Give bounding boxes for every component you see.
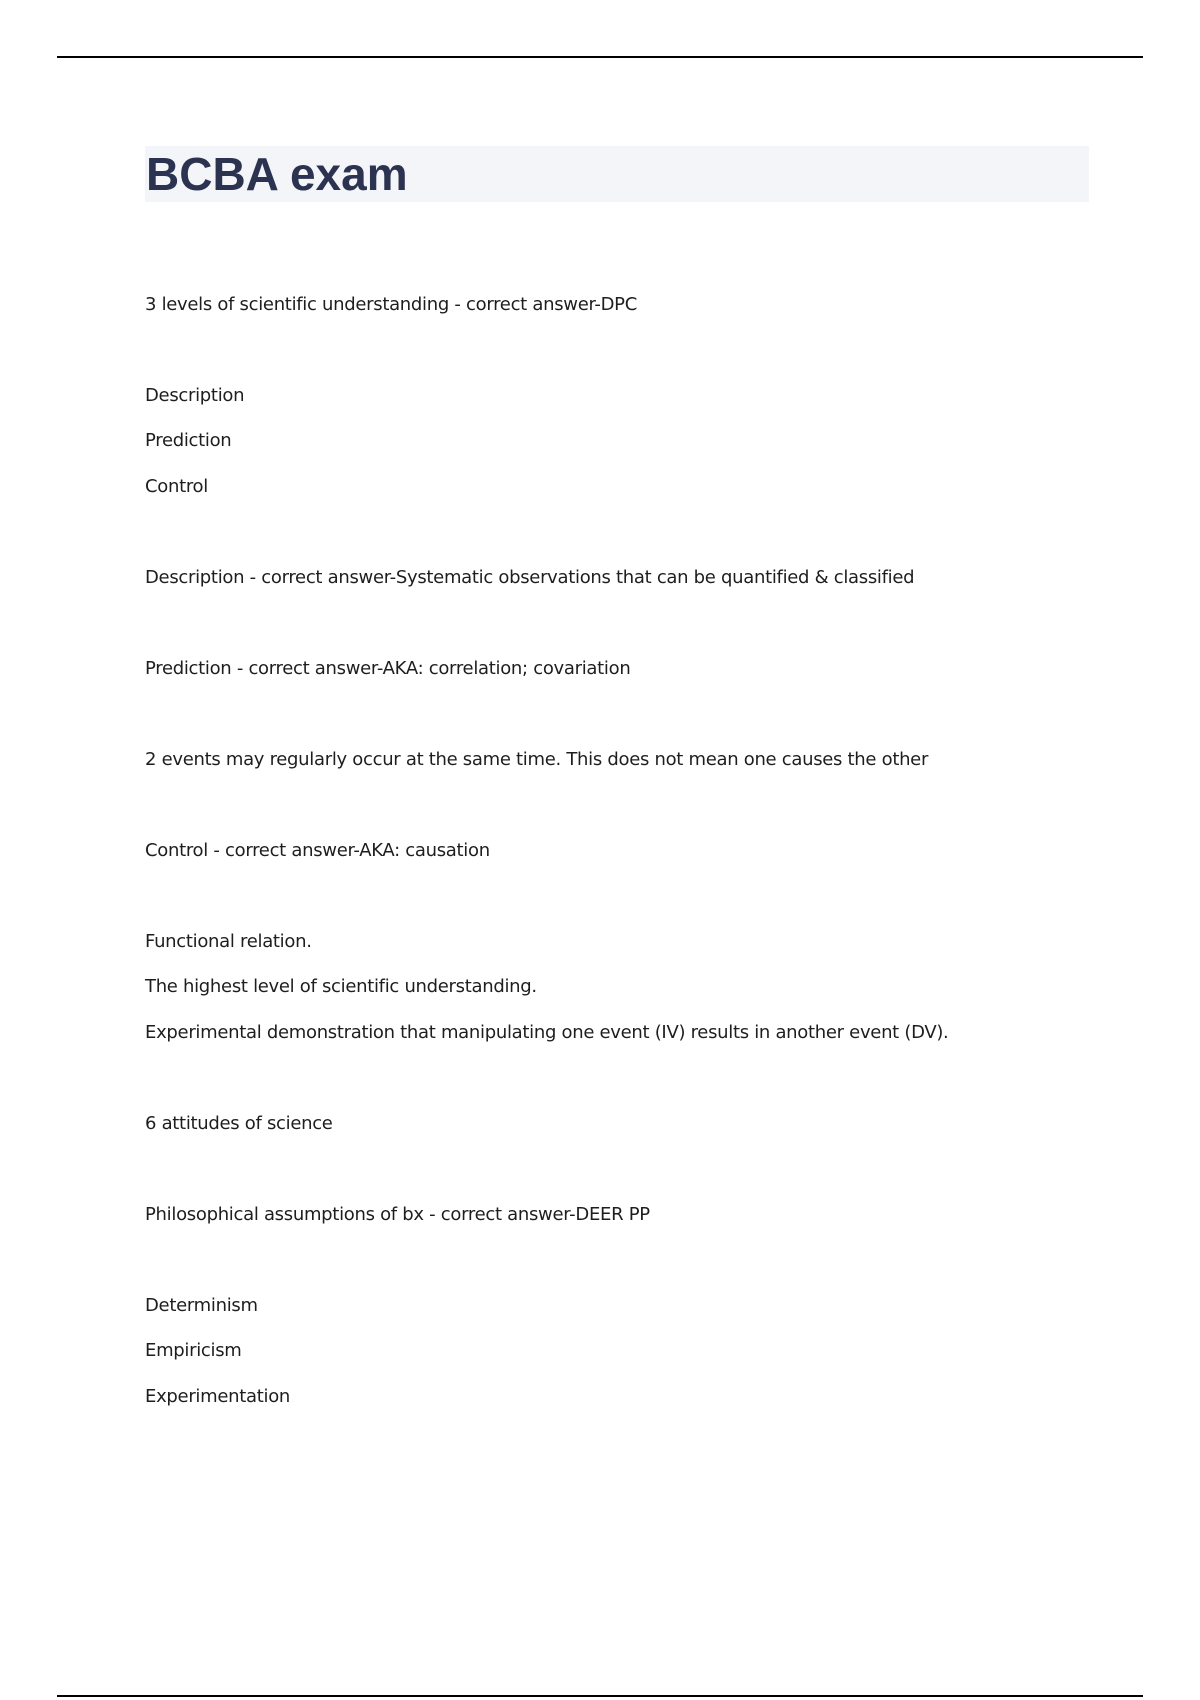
answer-line: Control: [145, 476, 208, 497]
question-line: Description - correct answer-Systematic observations that can be quantified & classified: [145, 567, 915, 588]
answer-line: Experimentation: [145, 1386, 291, 1407]
document-title: BCBA exam: [146, 148, 408, 200]
question-line: 3 levels of scientific understanding - correct answer-DPC: [145, 294, 637, 315]
question-line: Control - correct answer-AKA: causation: [145, 840, 490, 861]
answer-line: The highest level of scientific understanding.: [145, 976, 537, 997]
answer-line: 2 events may regularly occur at the same time. This does not mean one causes the other: [145, 749, 929, 770]
answer-line: Determinism: [145, 1295, 258, 1316]
header-rule: [57, 56, 1143, 58]
answer-line: Description: [145, 385, 245, 406]
answer-line: Prediction: [145, 430, 232, 451]
question-line: Prediction - correct answer-AKA: correlation; covariation: [145, 658, 631, 679]
answer-line: Experimental demonstration that manipulating one event (IV) results in another event (DV).: [145, 1022, 949, 1043]
answer-line: Functional relation.: [145, 931, 312, 952]
question-line: Philosophical assumptions of bx - correct answer-DEER PP: [145, 1204, 650, 1225]
answer-line: Empiricism: [145, 1340, 242, 1361]
answer-line: 6 attitudes of science: [145, 1113, 333, 1134]
footer-rule: [57, 1695, 1143, 1697]
